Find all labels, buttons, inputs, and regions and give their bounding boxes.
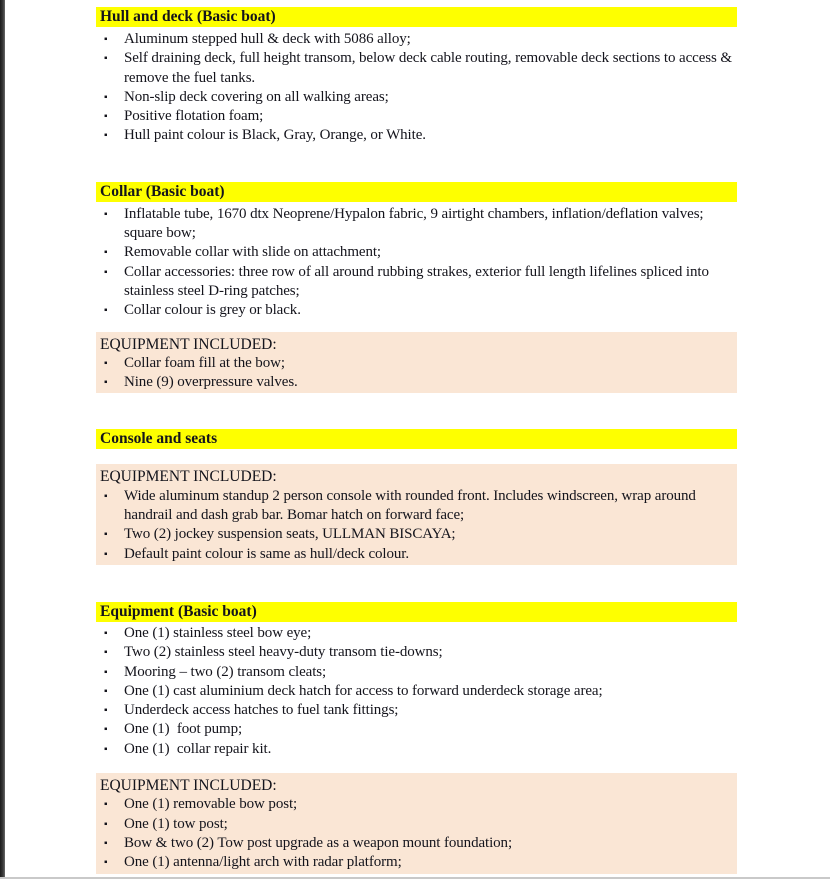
bullet-square-icon: ▪ (104, 130, 108, 142)
bullet-square-icon: ▪ (104, 305, 108, 317)
bullet-text: Hull paint colour is Black, Gray, Orange, or White. (124, 127, 426, 144)
bullet-text: Default paint colour is same as hull/deck colour. (124, 545, 410, 562)
bullet-square-icon: ▪ (104, 799, 108, 811)
bullet-text: Inflatable tube, 1670 dtx Neoprene/Hypalon fabric, 9 airtight chambers, inflation/deflation valves; square bow; (124, 205, 704, 242)
bullet-item (96, 720, 737, 739)
section-header-console-and-seats: Console and seats (96, 429, 737, 449)
bullet-item (96, 354, 737, 373)
bullet-square-icon: ▪ (104, 247, 108, 259)
bullet-text: Positive flotation foam; (124, 108, 264, 125)
bullet-item (96, 49, 737, 88)
bullet-item (96, 107, 737, 126)
bullet-square-icon: ▪ (104, 111, 108, 123)
bullet-item (96, 795, 737, 814)
bullet-item (96, 263, 737, 302)
equipment-included-title: EQUIPMENT INCLUDED: (100, 335, 277, 353)
bullet-text: Mooring – two (2) transom cleats; (124, 663, 327, 680)
bullet-item (96, 834, 737, 853)
section-header-collar: Collar (Basic boat) (96, 182, 737, 202)
bullet-square-icon: ▪ (104, 685, 108, 697)
bullet-text: Bow & two (2) Tow post upgrade as a weapon mount foundation; (124, 834, 513, 851)
bullet-square-icon: ▪ (104, 743, 108, 755)
document-content (96, 0, 737, 874)
equipment-included-title: EQUIPMENT INCLUDED: (100, 468, 277, 486)
bullet-text: Self draining deck, full height transom, below deck cable routing, removable deck sections to access & remove the fuel tanks. (124, 50, 732, 86)
bullet-square-icon: ▪ (104, 647, 108, 659)
bullet-item (96, 740, 737, 759)
bullet-text: One (1) cast aluminium deck hatch for access to forward underdeck storage area; (124, 682, 603, 699)
bullet-square-icon: ▪ (104, 377, 108, 389)
bullet-text: One (1) tow post; (124, 815, 228, 832)
bullet-item (96, 545, 737, 564)
equipment-included-list-collar (96, 354, 737, 393)
bullet-text: One (1) foot pump; (124, 721, 243, 738)
bullet-text: Collar colour is grey or black. (124, 302, 301, 319)
bullet-square-icon: ▪ (104, 529, 108, 541)
page-left-edge (0, 0, 5, 877)
bullet-text: Collar foam fill at the bow; (124, 354, 285, 371)
bullet-item (96, 663, 737, 682)
bullet-square-icon: ▪ (104, 724, 108, 736)
bullet-item (96, 373, 737, 392)
bullet-item (96, 205, 737, 244)
bullet-square-icon: ▪ (104, 208, 108, 220)
bullet-square-icon: ▪ (104, 34, 108, 45)
bullet-item (96, 88, 737, 107)
page-bottom-edge (0, 877, 830, 879)
bullet-square-icon: ▪ (104, 818, 108, 830)
bullet-item (96, 30, 737, 49)
equipment-included-box-collar (96, 332, 737, 394)
bullet-item (96, 682, 737, 701)
bullet-text: One (1) collar repair kit. (124, 740, 272, 757)
equipment-included-title: EQUIPMENT INCLUDED: (100, 777, 277, 795)
bullet-item (96, 701, 737, 720)
section-header-equipment: Equipment (Basic boat) (96, 602, 737, 622)
bullet-text: One (1) stainless steel bow eye; (124, 624, 312, 641)
bullet-square-icon: ▪ (104, 490, 108, 502)
bullet-square-icon: ▪ (104, 53, 108, 65)
bullet-list-hull-and-deck (96, 30, 737, 146)
bullet-item (96, 853, 737, 872)
bullet-square-icon: ▪ (104, 266, 108, 278)
bullet-text: Aluminum stepped hull & deck with 5086 alloy; (124, 31, 411, 47)
bullet-square-icon: ▪ (104, 666, 108, 678)
bullet-square-icon: ▪ (104, 91, 108, 103)
bullet-item (96, 624, 737, 643)
bullet-text: Removable collar with slide on attachment; (124, 244, 381, 261)
equipment-included-box-console (96, 464, 737, 564)
bullet-text: Underdeck access hatches to fuel tank fittings; (124, 702, 399, 719)
bullet-square-icon: ▪ (104, 627, 108, 639)
bullet-text: Non-slip deck covering on all walking areas; (124, 88, 389, 105)
bullet-item (96, 643, 737, 662)
bullet-text: Two (2) stainless steel heavy-duty transom tie-downs; (124, 644, 443, 661)
bullet-text: Wide aluminum standup 2 person console with rounded front. Includes windscreen, wrap around handrail and dash grab bar. Bomar hatch on forward face; (124, 487, 696, 524)
bullet-item (96, 815, 737, 834)
equipment-included-list-equipment (96, 795, 737, 872)
equipment-included-box-equipment (96, 773, 737, 873)
bullet-text: One (1) removable bow post; (124, 796, 298, 813)
bullet-text: Nine (9) overpressure valves. (124, 374, 298, 391)
bullet-list-equipment (96, 624, 737, 759)
bullet-square-icon: ▪ (104, 357, 108, 369)
bullet-item (96, 487, 737, 526)
bullet-item (96, 126, 737, 145)
section-header-hull-and-deck: Hull and deck (Basic boat) (96, 7, 737, 27)
bullet-text: Collar accessories: three row of all around rubbing strakes, exterior full length lifelines spliced into stainless steel D-ring patches; (124, 263, 709, 299)
equipment-included-list-console (96, 487, 737, 564)
bullet-square-icon: ▪ (104, 857, 108, 869)
bullet-text: Two (2) jockey suspension seats, ULLMAN BISCAYA; (124, 526, 456, 543)
bullet-list-collar (96, 205, 737, 321)
bullet-text: One (1) antenna/light arch with radar platform; (124, 854, 402, 871)
bullet-square-icon: ▪ (104, 705, 108, 717)
bullet-item (96, 301, 737, 320)
bullet-item (96, 525, 737, 544)
bullet-square-icon: ▪ (104, 548, 108, 560)
bullet-item (96, 243, 737, 262)
bullet-square-icon: ▪ (104, 837, 108, 849)
